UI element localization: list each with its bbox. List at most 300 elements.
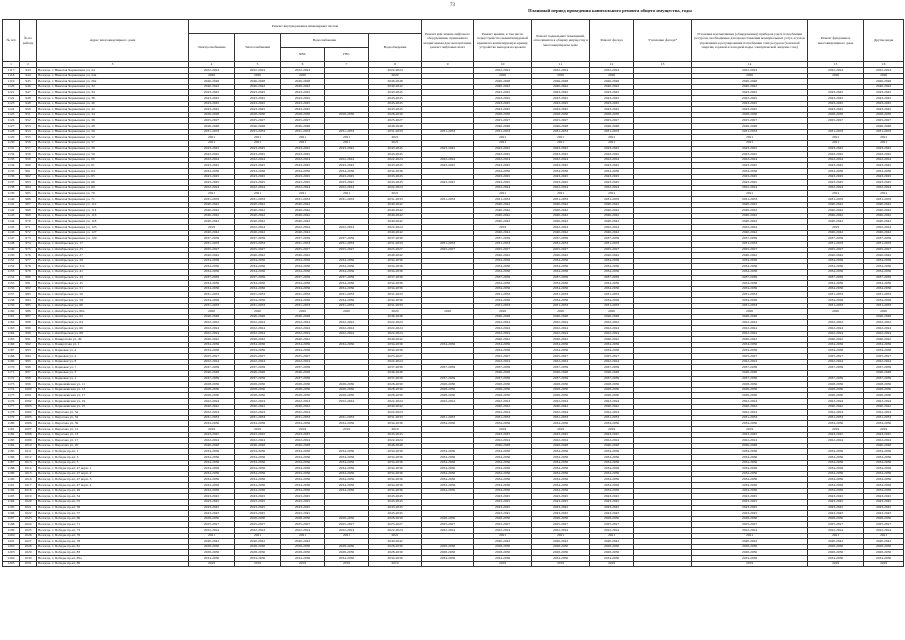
row-number-cell: 1195: [3, 505, 20, 511]
roof-cell: 2043-2045: [474, 505, 532, 511]
address-cell: Вологда, г, Николая Чернышева ул, 36: [37, 118, 189, 124]
electricity-cell: 2043-2045: [189, 180, 235, 186]
gas-cell: 2034-2036: [325, 264, 369, 270]
other-cell: 2034-2036: [864, 168, 904, 174]
other-cell: 2022-2024: [864, 68, 904, 74]
hot-water-cell: 2034-2036: [281, 483, 325, 489]
heating-cell: 2037-2039: [235, 275, 281, 281]
meters-cell: 2025-2027: [692, 522, 808, 528]
gas-cell: 2028-2030: [325, 550, 369, 556]
district-number-cell: 950: [20, 107, 37, 113]
heating-cell: 2021: [235, 135, 281, 141]
col-gas: ГВС: [325, 48, 369, 62]
sewerage-cell: 2040-2042: [369, 84, 422, 90]
roof-cell: 2028-2030: [474, 550, 532, 556]
district-number-cell: 943: [20, 68, 37, 74]
foundation-cell: 2034-2036: [808, 286, 864, 292]
sewerage-cell: 2040-2042: [369, 253, 422, 259]
foundation-cell: 2034-2036: [808, 421, 864, 427]
col-basement: Ремонт подвальных помещений, относящихся к общему имуществу в многоквартирном доме: [532, 20, 590, 62]
address-cell: Вологда, г, Николая Чернышева ул, 50: [37, 129, 189, 135]
foundation-cell: 2043-2045: [808, 96, 864, 102]
roof-cell: 2021: [474, 191, 532, 197]
basement-cell: 2040-2042: [532, 202, 590, 208]
foundation-cell: 2028-2030: [808, 544, 864, 550]
heating-cell: 2028-2030: [235, 112, 281, 118]
electricity-cell: 2040-2042: [189, 208, 235, 214]
heating-cell: 2043-2045: [235, 96, 281, 102]
hot-water-cell: 2034-2036: [281, 168, 325, 174]
basement-cell: 2043-2045: [532, 163, 590, 169]
district-number-cell: 978: [20, 264, 37, 270]
sewerage-cell: 2031-2033: [369, 241, 422, 247]
col-roof: Ремонт крыши, в том числе переустройство невентилируемой крыши на вентилируемую крышу, устройство выходов на кровлю: [474, 20, 532, 62]
facade-cell: 2040-2042: [590, 208, 634, 214]
district-number-cell: 953: [20, 124, 37, 130]
roof-cell: 2043-2045: [474, 494, 532, 500]
district-number-cell: 986: [20, 309, 37, 315]
address-cell: Вологда, г, Парковая ул, 8: [37, 359, 189, 365]
district-number-cell: 969: [20, 213, 37, 219]
other-cell: 2025-2027: [864, 118, 904, 124]
foundation-cell: 2022-2024: [808, 326, 864, 332]
other-cell: 2031-2033: [864, 303, 904, 309]
electricity-cell: 2022-2024: [189, 398, 235, 404]
hot-water-cell: 2019: [281, 561, 325, 567]
electricity-cell: 2019: [189, 427, 235, 433]
sewerage-cell: 2028-2030: [369, 550, 422, 556]
roof-cell: 2025-2027: [474, 522, 532, 528]
row-number-cell: 1188: [3, 466, 20, 472]
other-cell: 2046-2048: [864, 370, 904, 376]
address-cell: Вологда, г, Николая Чернышева ул, 36: [37, 96, 189, 102]
other-cell: 2040-2042: [864, 84, 904, 90]
facade-cell: 2022-2024: [590, 320, 634, 326]
meters-cell: 2040-2042: [692, 213, 808, 219]
foundation-cell: 2022-2024: [808, 68, 864, 74]
hot-water-cell: 2040-2042: [281, 208, 325, 214]
other-cell: 2043-2045: [864, 146, 904, 152]
address-cell: Вологда, г, Октябрьская ул, 25: [37, 247, 189, 253]
row-number-cell: 1132: [3, 152, 20, 158]
basement-cell: 2022-2024: [532, 157, 590, 163]
district-number-cell: 993: [20, 348, 37, 354]
foundation-cell: 2040-2042: [808, 213, 864, 219]
meters-cell: 2034-2036: [692, 471, 808, 477]
facade-cell: 2025-2027: [590, 247, 634, 253]
electricity-cell: 2040-2042: [189, 404, 235, 410]
sewerage-cell: 2031-2033: [369, 415, 422, 421]
electricity-cell: 2031-2033: [189, 197, 235, 203]
hot-water-cell: 2034-2036: [281, 342, 325, 348]
district-number-cell: 979: [20, 269, 37, 275]
row-number-cell: 1182: [3, 432, 20, 438]
basement-cell: 2025-2027: [532, 247, 590, 253]
basement-cell: 2028-2030: [532, 393, 590, 399]
meters-cell: 2034-2036: [692, 449, 808, 455]
foundation-cell: 2043-2045: [808, 505, 864, 511]
other-cell: 2021: [864, 135, 904, 141]
facade-cell: 2028-2030: [590, 393, 634, 399]
foundation-cell: 2037-2039: [808, 236, 864, 242]
heating-cell: 2040-2042: [235, 404, 281, 410]
district-number-cell: 1000: [20, 387, 37, 393]
electricity-cell: 2031-2033: [189, 129, 235, 135]
sewerage-cell: 2021: [369, 533, 422, 539]
district-number-cell: 1017: [20, 483, 37, 489]
address-cell: Вологда, г, Октябрьская ул, 60: [37, 303, 189, 309]
district-number-cell: 964: [20, 185, 37, 191]
facade-cell: 2028-2030: [590, 544, 634, 550]
district-number-cell: 973: [20, 236, 37, 242]
meters-cell: 2037-2039: [692, 365, 808, 371]
heating-cell: 2043-2045: [235, 146, 281, 152]
foundation-cell: 2022-2024: [808, 527, 864, 533]
row-number-cell: 1120: [3, 84, 20, 90]
heating-cell: 2025-2027: [235, 522, 281, 528]
sewerage-cell: 2031-2033: [369, 292, 422, 298]
facade-cell: 2022-2024: [590, 359, 634, 365]
foundation-cell: 2040-2042: [808, 230, 864, 236]
hot-water-cell: 2040-2042: [281, 337, 325, 343]
elevator-cell: 2028-2030: [422, 550, 474, 556]
elevator-cell: 2043-2045: [422, 163, 474, 169]
other-cell: 2025-2027: [864, 522, 904, 528]
meters-cell: 2031-2033: [692, 197, 808, 203]
meters-cell: 2020: [692, 73, 808, 79]
roof-cell: 2022-2024: [474, 398, 532, 404]
row-number-cell: 1157: [3, 292, 20, 298]
district-number-cell: 1014: [20, 466, 37, 472]
basement-cell: 2021: [532, 533, 590, 539]
hot-water-cell: 2028-2030: [281, 387, 325, 393]
roof-cell: 2031-2033: [474, 241, 532, 247]
other-cell: 2022-2024: [864, 438, 904, 444]
heating-cell: 2031-2033: [235, 197, 281, 203]
roof-cell: 2040-2042: [474, 213, 532, 219]
meters-cell: 2025-2027: [692, 118, 808, 124]
district-number-cell: 989: [20, 326, 37, 332]
electricity-cell: 2020: [189, 309, 235, 315]
facade-cell: 2022-2024: [590, 157, 634, 163]
basement-cell: 2022-2024: [532, 410, 590, 416]
foundation-cell: 2043-2045: [808, 432, 864, 438]
facade-cell: 2028-2030: [590, 382, 634, 388]
address-cell: Вологда, г, Николая Чернышева ул, 64: [37, 168, 189, 174]
gas-cell: 2028-2030: [325, 393, 369, 399]
hot-water-cell: 2021: [281, 191, 325, 197]
district-number-cell: 952: [20, 118, 37, 124]
foundation-cell: 2022-2024: [808, 359, 864, 365]
elevator-cell: 2034-2036: [422, 466, 474, 472]
district-number-cell: 1027: [20, 539, 37, 545]
basement-cell: 2022-2024: [532, 326, 590, 332]
electricity-cell: 2043-2045: [189, 107, 235, 113]
basement-cell: 2040-2042: [532, 230, 590, 236]
electricity-cell: 2028-2030: [189, 393, 235, 399]
col-meters: Установка коллективных (общедомовых) приборов учета потребления ресурсов, необходимых для предоставления коммунальных услуг, и узлов управления и регулирования потребления этих ресурсов (тепловой энергии, горячей и холодной воды, электрической энергии, газа): [692, 20, 808, 62]
other-cell: 2034-2036: [864, 471, 904, 477]
electricity-cell: 2043-2045: [189, 90, 235, 96]
foundation-cell: 2034-2036: [808, 449, 864, 455]
sewerage-cell: 2034-2036: [369, 488, 422, 494]
hot-water-cell: 2025-2027: [281, 354, 325, 360]
hot-water-cell: 2043-2045: [281, 152, 325, 158]
roof-cell: 2034-2036: [474, 460, 532, 466]
address-cell: Вологда, г, Октябрьская ул, 68: [37, 331, 189, 337]
facade-cell: 2040-2042: [590, 230, 634, 236]
district-number-cell: 1023: [20, 516, 37, 522]
meters-cell: 2037-2039: [692, 275, 808, 281]
heating-cell: 2040-2042: [235, 230, 281, 236]
district-number-cell: 949: [20, 101, 37, 107]
other-cell: 2043-2045: [864, 499, 904, 505]
row-number-cell: 1198: [3, 522, 20, 528]
heating-cell: 2028-2030: [235, 382, 281, 388]
meters-cell: 2022-2024: [692, 359, 808, 365]
district-number-cell: 1026: [20, 533, 37, 539]
gas-cell: 2022-2024: [325, 185, 369, 191]
facade-cell: 2043-2045: [590, 499, 634, 505]
row-number-cell: 1185: [3, 449, 20, 455]
meters-cell: 2028-2030: [692, 387, 808, 393]
foundation-cell: 2028-2030: [808, 393, 864, 399]
district-number-cell: 1031: [20, 561, 37, 567]
meters-cell: 2043-2045: [692, 499, 808, 505]
row-number-cell: 1189: [3, 471, 20, 477]
meters-cell: 2021: [692, 135, 808, 141]
sewerage-cell: 2046-2048: [369, 124, 422, 130]
facade-cell: 2034-2036: [590, 449, 634, 455]
sewerage-cell: 2022-2024: [369, 225, 422, 231]
heating-cell: 2040-2042: [235, 213, 281, 219]
district-number-cell: 1012: [20, 455, 37, 461]
other-cell: 2040-2042: [864, 230, 904, 236]
gas-cell: 2034-2036: [325, 281, 369, 287]
roof-cell: 2028-2030: [474, 387, 532, 393]
gas-cell: 2021: [325, 533, 369, 539]
sewerage-cell: 2043-2045: [369, 505, 422, 511]
hot-water-cell: 2037-2039: [281, 275, 325, 281]
hot-water-cell: 2022-2024: [281, 410, 325, 416]
heating-cell: 2034-2036: [235, 556, 281, 562]
electricity-cell: 2019: [189, 225, 235, 231]
row-number-cell: 1134: [3, 163, 20, 169]
row-number-cell: 1142: [3, 208, 20, 214]
electricity-cell: 2034-2036: [189, 286, 235, 292]
district-number-cell: 995: [20, 359, 37, 365]
gas-cell: 2034-2036: [325, 460, 369, 466]
district-number-cell: 1016: [20, 477, 37, 483]
sewerage-cell: 2034-2036: [369, 483, 422, 489]
district-number-cell: 972: [20, 230, 37, 236]
row-number-cell: 1130: [3, 140, 20, 146]
electricity-cell: 2043-2045: [189, 96, 235, 102]
foundation-cell: 2025-2027: [808, 522, 864, 528]
foundation-cell: 2034-2036: [808, 281, 864, 287]
basement-cell: 2019: [532, 427, 590, 433]
row-number-cell: 1119: [3, 79, 20, 85]
electricity-cell: 2043-2045: [189, 511, 235, 517]
basement-cell: 2028-2030: [532, 382, 590, 388]
heating-cell: 2043-2045: [235, 180, 281, 186]
facade-cell: 2034-2036: [590, 483, 634, 489]
sewerage-cell: 2034-2036: [369, 455, 422, 461]
hot-water-cell: 2034-2036: [281, 556, 325, 562]
roof-cell: 2034-2036: [474, 449, 532, 455]
address-cell: Вологда, г, Панкратова ул, 1: [37, 342, 189, 348]
meters-cell: 2031-2033: [692, 241, 808, 247]
hot-water-cell: 2046-2048: [281, 370, 325, 376]
row-number-cell: 1166: [3, 342, 20, 348]
elevator-cell: 2025-2027: [422, 247, 474, 253]
other-cell: 2034-2036: [864, 556, 904, 562]
address-cell: Вологда, г, Победы пр-кт, 73: [37, 527, 189, 533]
hot-water-cell: 2040-2042: [281, 253, 325, 259]
row-number-cell: 1196: [3, 511, 20, 517]
table-body: [3, 68, 904, 567]
roof-cell: 2025-2027: [474, 354, 532, 360]
roof-cell: 2034-2036: [474, 471, 532, 477]
row-number-cell: 1128: [3, 129, 20, 135]
sewerage-cell: 2021: [369, 140, 422, 146]
row-number-cell: 1172: [3, 376, 20, 382]
foundation-cell: 2037-2039: [808, 365, 864, 371]
other-cell: 2022-2024: [864, 326, 904, 332]
roof-cell: 2034-2036: [474, 342, 532, 348]
elevator-cell: 2022-2024: [422, 527, 474, 533]
meters-cell: 2022-2024: [692, 185, 808, 191]
roof-cell: 2019: [474, 561, 532, 567]
roof-cell: 2046-2048: [474, 314, 532, 320]
foundation-cell: 2043-2045: [808, 90, 864, 96]
other-cell: 2043-2045: [864, 174, 904, 180]
roof-cell: 2025-2027: [474, 118, 532, 124]
sewerage-cell: 2043-2045: [369, 432, 422, 438]
hot-water-cell: 2034-2036: [281, 421, 325, 427]
district-number-cell: 1018: [20, 488, 37, 494]
row-number-cell: 1202: [3, 544, 20, 550]
meters-cell: 2034-2036: [692, 483, 808, 489]
basement-cell: 2028-2030: [532, 544, 590, 550]
basement-cell: 2022-2024: [532, 320, 590, 326]
district-number-cell: 958: [20, 152, 37, 158]
row-number-cell: 1158: [3, 297, 20, 303]
other-cell: 2022-2024: [864, 185, 904, 191]
roof-cell: 2034-2036: [474, 281, 532, 287]
roof-cell: 2028-2030: [474, 544, 532, 550]
hot-water-cell: 2031-2033: [281, 303, 325, 309]
roof-cell: 2034-2036: [474, 488, 532, 494]
roof-cell: 2022-2024: [474, 410, 532, 416]
electricity-cell: 2046-2048: [189, 79, 235, 85]
other-cell: 2028-2030: [864, 112, 904, 118]
roof-cell: 2034-2036: [474, 348, 532, 354]
sewerage-cell: 2034-2036: [369, 286, 422, 292]
heating-cell: 2034-2036: [235, 477, 281, 483]
address-cell: Вологда, г, Николая Чернышева ул, 66: [37, 180, 189, 186]
basement-cell: 2043-2045: [532, 494, 590, 500]
electricity-cell: 2028-2030: [189, 550, 235, 556]
facade-cell: 2022-2024: [590, 326, 634, 332]
column-number: 4: [189, 62, 235, 68]
other-cell: 2021: [864, 191, 904, 197]
gas-cell: 2034-2036: [325, 258, 369, 264]
heating-cell: 2040-2042: [235, 202, 281, 208]
district-number-cell: 980: [20, 275, 37, 281]
foundation-cell: 2028-2030: [808, 550, 864, 556]
basement-cell: 2025-2027: [532, 118, 590, 124]
column-number: 9: [422, 62, 474, 68]
roof-cell: 2022-2024: [474, 326, 532, 332]
address-cell: Вологда, г, Победы пр-кт, 56: [37, 505, 189, 511]
heating-cell: 2022-2024: [235, 225, 281, 231]
roof-cell: 2037-2039: [474, 365, 532, 371]
district-number-cell: 1011: [20, 449, 37, 455]
row-number-cell: 1135: [3, 168, 20, 174]
meters-cell: 2022-2024: [692, 410, 808, 416]
electricity-cell: 2034-2036: [189, 488, 235, 494]
basement-cell: 2040-2042: [532, 84, 590, 90]
hot-water-cell: 2043-2045: [281, 96, 325, 102]
other-cell: 2022-2024: [864, 331, 904, 337]
electricity-cell: 2022-2024: [189, 320, 235, 326]
sewerage-cell: 2028-2030: [369, 382, 422, 388]
electricity-cell: 2040-2042: [189, 213, 235, 219]
column-number: 5: [235, 62, 281, 68]
district-number-cell: 965: [20, 191, 37, 197]
sewerage-cell: 2019: [369, 427, 422, 433]
heating-cell: 2043-2045: [235, 505, 281, 511]
sewerage-cell: 2037-2039: [369, 236, 422, 242]
electricity-cell: 2022-2024: [189, 185, 235, 191]
other-cell: 2028-2030: [864, 544, 904, 550]
address-cell: Вологда, г, Победы пр-кт, 47 корп. 3: [37, 477, 189, 483]
row-number-cell: 1200: [3, 533, 20, 539]
district-number-cell: 944: [20, 73, 37, 79]
roof-cell: 2034-2036: [474, 483, 532, 489]
row-number-cell: 1197: [3, 516, 20, 522]
hot-water-cell: 2021: [281, 533, 325, 539]
meters-cell: 2034-2036: [692, 168, 808, 174]
elevator-cell: 2031-2033: [422, 129, 474, 135]
hot-water-cell: 2021: [281, 135, 325, 141]
hot-water-cell: 2046-2048: [281, 79, 325, 85]
row-number-cell: 1192: [3, 488, 20, 494]
address-cell: Вологда, г, Победы пр-кт, 55: [37, 499, 189, 505]
roof-cell: 2034-2036: [474, 297, 532, 303]
gas-cell: 2037-2039: [325, 236, 369, 242]
meters-cell: 2028-2030: [692, 393, 808, 399]
heating-cell: 2025-2027: [235, 118, 281, 124]
address-cell: Вологда, г, Первомайская ул, 25: [37, 404, 189, 410]
basement-cell: 2022-2024: [532, 185, 590, 191]
other-cell: 2019: [864, 561, 904, 567]
other-cell: 2043-2045: [864, 511, 904, 517]
sewerage-cell: 2028-2030: [369, 516, 422, 522]
other-cell: 2020: [864, 309, 904, 315]
foundation-cell: 2031-2033: [808, 303, 864, 309]
foundation-cell: 2028-2030: [808, 112, 864, 118]
heating-cell: 2040-2042: [235, 253, 281, 259]
electricity-cell: 2040-2042: [189, 253, 235, 259]
heating-cell: 2031-2033: [235, 129, 281, 135]
facade-cell: 2043-2045: [590, 180, 634, 186]
col-electricity: Электроснабжение: [189, 34, 235, 62]
row-number-cell: 1167: [3, 348, 20, 354]
electricity-cell: 2046-2048: [189, 314, 235, 320]
row-number-cell: 1121: [3, 90, 20, 96]
